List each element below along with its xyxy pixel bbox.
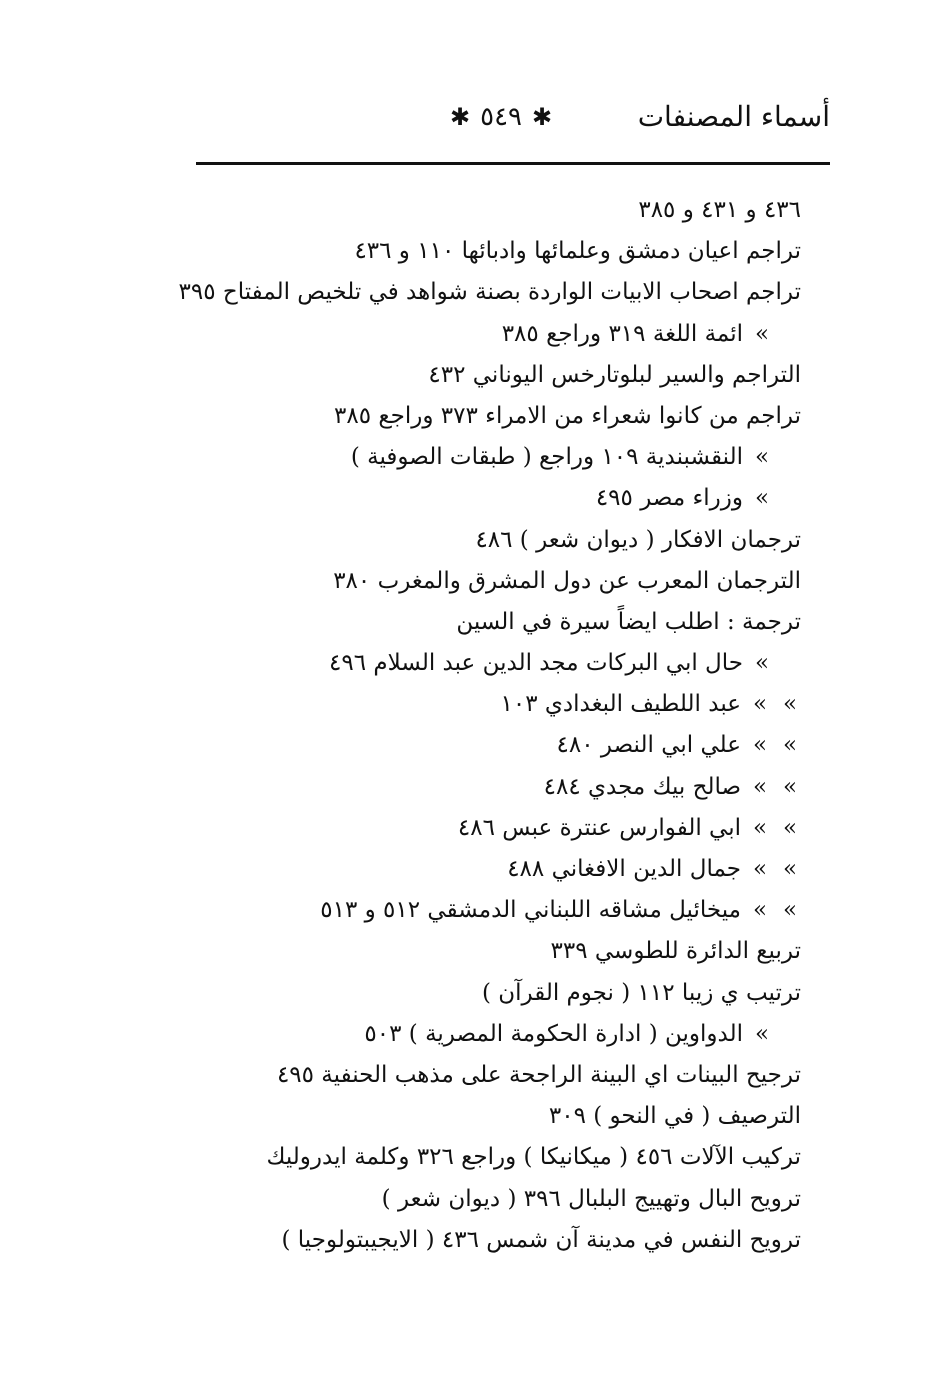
ditto-mark: »	[782, 897, 798, 924]
index-entry	[181, 231, 801, 272]
ditto-mark: »	[754, 650, 770, 677]
entry-text: ترتيب ي زيبا ١١٢ ( نجوم القرآن )	[481, 979, 801, 1006]
entry-text: ائمة اللغة ٣١٩ وراجع ٣٨٥	[501, 320, 743, 347]
ornament-icon: ✱	[450, 103, 471, 131]
index-entry	[181, 767, 801, 808]
page-header	[200, 100, 830, 150]
index-entry	[181, 520, 801, 561]
page-number-block	[450, 102, 552, 132]
index-entry	[181, 314, 801, 355]
index-entry	[181, 725, 801, 766]
ditto-mark: »	[752, 773, 768, 800]
ditto-mark: »	[752, 897, 768, 924]
ditto-mark: »	[782, 732, 798, 759]
entry-text: ترويح النفس في مدينة آن شمس ٤٣٦ ( الايجيبتولوجيا )	[281, 1226, 801, 1253]
index-entry	[181, 973, 801, 1014]
entry-text: ترويح البال وتهييج البلبال ٣٩٦ ( ديوان شعر )	[381, 1185, 801, 1212]
index-entry	[181, 1055, 801, 1096]
index-entry	[178, 272, 801, 313]
index-entry	[181, 1179, 801, 1220]
ditto-mark: »	[752, 856, 768, 882]
ditto-mark: »	[752, 814, 768, 841]
page-number: ٥٤٩	[480, 102, 523, 132]
ditto-mark: »	[782, 691, 798, 718]
index-entry	[181, 808, 801, 849]
entry-text: ابي الفوارس عنترة عبس ٤٨٦	[457, 814, 741, 841]
index-entry	[181, 437, 801, 478]
index-entry	[181, 931, 801, 972]
ditto-mark: »	[754, 444, 770, 471]
entry-text: عبد اللطيف البغدادي ١٠٣	[500, 691, 741, 718]
ditto-mark: »	[782, 856, 798, 882]
ditto-mark: »	[754, 1020, 770, 1047]
entry-text: ترجيح البينات اي البينة الراجحة على مذهب الحنفية ٤٩٥	[276, 1061, 801, 1088]
entry-text: الترصيف ( في النحو ) ٣٠٩	[548, 1103, 801, 1130]
index-entry	[181, 1014, 801, 1055]
ornament-icon: ✱	[532, 103, 553, 131]
entry-text: تركيب الآلات ٤٥٦ ( ميكانيكا ) وراجع ٣٢٦ وكلمة ايدروليك	[266, 1144, 801, 1171]
entry-text: النقشبندية ١٠٩ وراجع ( طبقات الصوفية )	[350, 444, 743, 471]
header-rule	[196, 162, 830, 165]
index-entry	[181, 396, 801, 437]
page-title: أسماء المصنفات	[637, 100, 830, 133]
ditto-mark: »	[782, 773, 798, 800]
index-entry	[181, 190, 801, 231]
index-entry	[181, 1220, 801, 1261]
ditto-mark: »	[754, 485, 770, 512]
index-entry	[181, 561, 801, 602]
index-entry	[181, 643, 801, 684]
entry-text: تراجم من كانوا شعراء من الامراء ٣٧٣ وراجع ٣٨٥	[334, 402, 801, 429]
index-entry	[181, 355, 801, 396]
index-entry	[181, 684, 801, 725]
entry-text: الدواوين ( ادارة الحكومة المصرية ) ٥٠٣	[364, 1020, 743, 1047]
entry-text: تربيع الدائرة للطوسي ٣٣٩	[550, 938, 801, 965]
entry-text: ميخائيل مشاقه اللبناني الدمشقي ٥١٢ و ٥١٣	[320, 897, 741, 924]
ditto-mark: »	[754, 320, 770, 347]
entry-text: صالح بيك مجدي ٤٨٤	[543, 773, 741, 800]
index-entry	[181, 1137, 801, 1178]
entry-text: علي ابي النصر ٤٨٠	[556, 732, 741, 759]
entry-text: تراجم اعيان دمشق وعلمائها وادبائها ١١٠ و ٤٣٦	[354, 238, 801, 265]
ditto-mark: »	[752, 691, 768, 718]
entry-text: تراجم اصحاب الابيات الواردة بصنة شواهد في تلخيص المفتاح ٣٩٥	[178, 279, 801, 306]
index-entry	[181, 1096, 801, 1137]
index-entries	[178, 190, 801, 1261]
index-entry	[181, 602, 801, 643]
entry-text: ترجمة : اطلب ايضاً سيرة في السين	[456, 608, 801, 635]
entry-text: وزراء مصر ٤٩٥	[595, 485, 743, 512]
index-entry	[181, 849, 801, 890]
index-entry	[181, 890, 801, 931]
ditto-mark: »	[782, 814, 798, 841]
ditto-mark: »	[752, 732, 768, 759]
entry-text: ٤٣٦ و ٤٣١ و ٣٨٥	[638, 197, 801, 223]
index-entry	[181, 478, 801, 519]
entry-text: ترجمان الافكار ( ديوان شعر ) ٤٨٦	[475, 526, 801, 553]
entry-text: حال ابي البركات مجد الدين عبد السلام ٤٩٦	[328, 650, 743, 677]
entry-text: التراجم والسير لبلوتارخس اليوناني ٤٣٢	[428, 361, 801, 388]
entry-text: جمال الدين الافغاني ٤٨٨	[507, 856, 741, 882]
entry-text: الترجمان المعرب عن دول المشرق والمغرب ٣٨٠	[333, 567, 801, 594]
